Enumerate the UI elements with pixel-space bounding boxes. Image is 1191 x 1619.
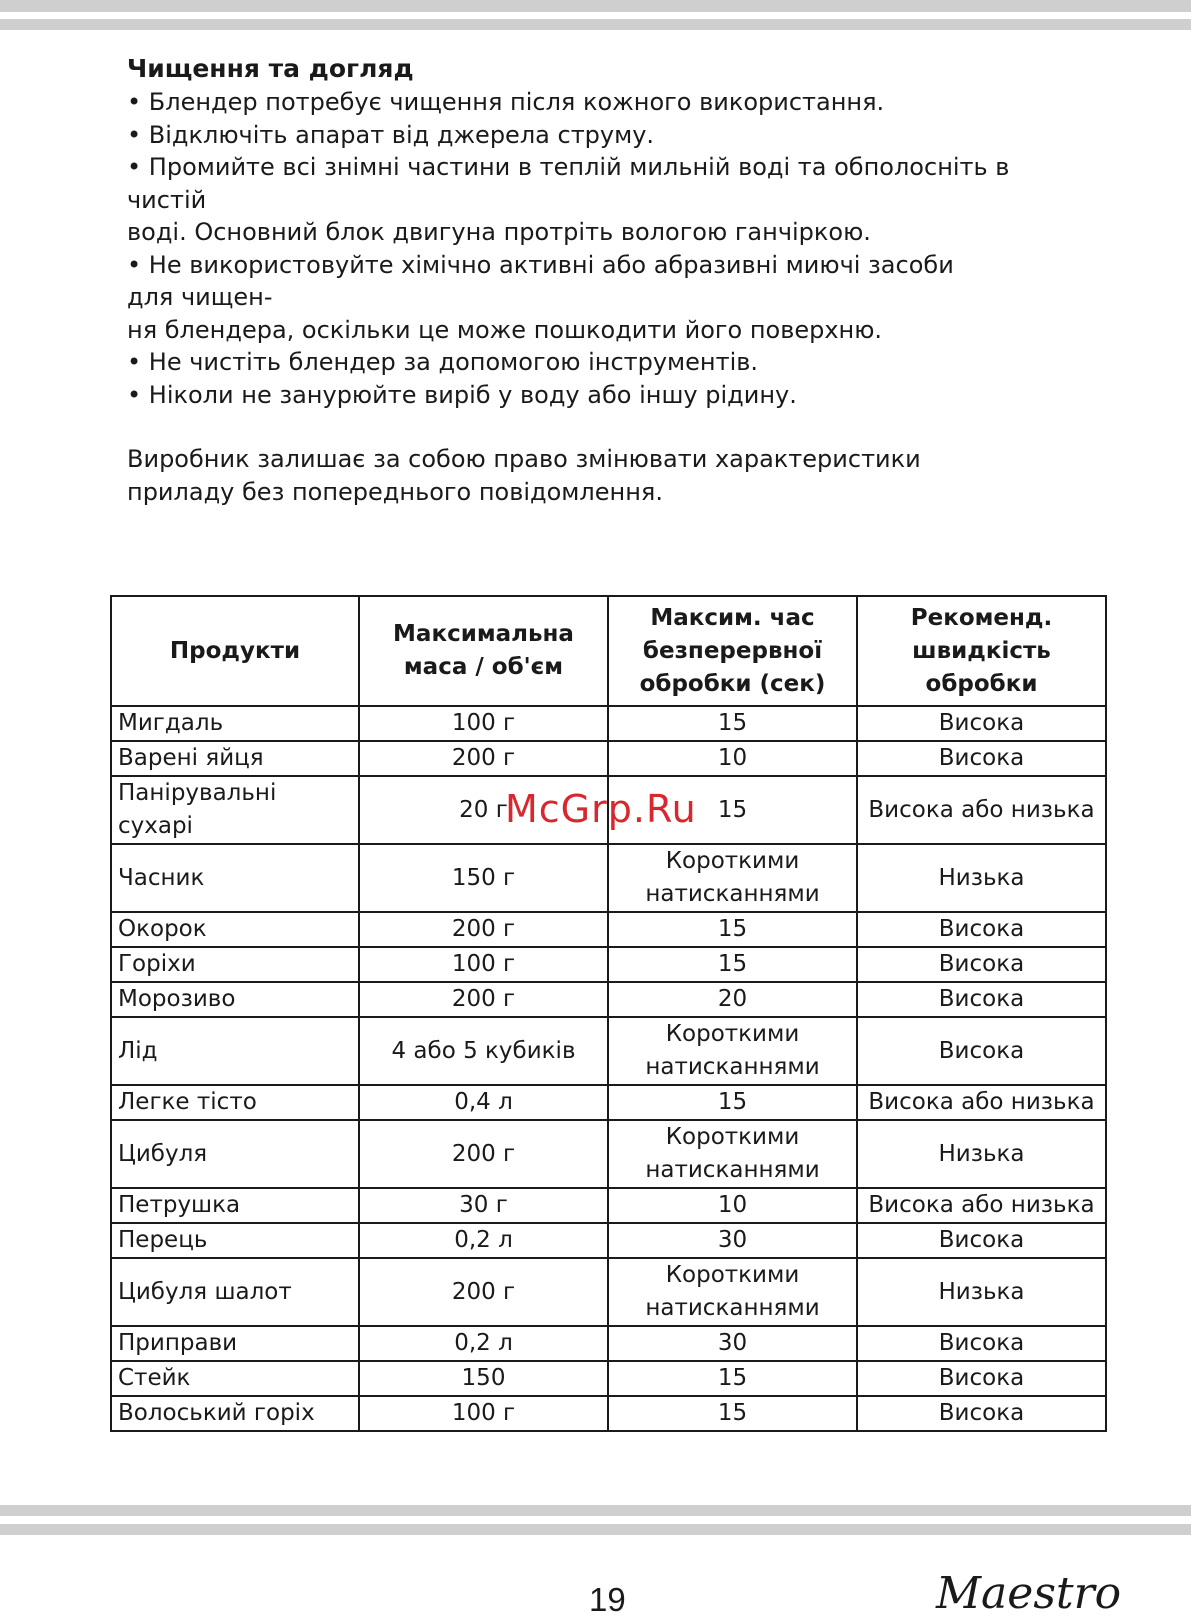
- cell-text: Легке тісто: [118, 1089, 257, 1115]
- table-row: [111, 1396, 1106, 1431]
- cell-speed: [857, 1223, 1106, 1258]
- cell-product: [111, 1396, 359, 1431]
- cell-speed: [857, 1085, 1106, 1120]
- cell-text: 150 г: [451, 864, 516, 891]
- top-rule-1: [0, 0, 1191, 12]
- cell-text: 30: [717, 1330, 748, 1356]
- cell-text: 0,2 л: [454, 1227, 513, 1253]
- cell-text: Висока: [938, 1330, 1025, 1356]
- cell-mass: [359, 1188, 608, 1223]
- cell-speed: [857, 844, 1106, 912]
- cell-text: Волоський горіх: [118, 1400, 315, 1426]
- table-row: [111, 1085, 1106, 1120]
- cell-text: 20: [717, 986, 748, 1012]
- cell-text: Низька: [938, 1278, 1025, 1305]
- cell-text: Лід: [118, 1037, 158, 1064]
- brand-logo: Maestro: [936, 1568, 1122, 1619]
- cell-text: Висока: [938, 1037, 1025, 1064]
- cell-time: [608, 844, 857, 912]
- table-row: [111, 912, 1106, 947]
- cell-text: Мигдаль: [118, 710, 224, 736]
- cell-text: 15: [717, 1089, 748, 1115]
- cell-time: [608, 947, 857, 982]
- table-row: [111, 1120, 1106, 1188]
- cell-speed: [857, 1017, 1106, 1085]
- cell-text: Короткими: [665, 848, 800, 874]
- cell-mass: [359, 947, 608, 982]
- cell-time: [608, 1223, 857, 1258]
- cell-time: [608, 1188, 857, 1223]
- cell-text: натисканнями: [645, 1157, 820, 1183]
- cell-product: [111, 706, 359, 741]
- watermark: McGrp.Ru: [505, 787, 697, 831]
- cell-time: [608, 741, 857, 776]
- section-heading: Чищення та догляд: [127, 54, 414, 83]
- instruction-line: • Промийте всі знімні частини в теплій мильній воді та обполосніть в: [127, 153, 1010, 181]
- header-text: безперервної: [642, 637, 823, 664]
- cell-product: [111, 1120, 359, 1188]
- cell-text: Петрушка: [118, 1192, 241, 1218]
- cell-speed: [857, 1188, 1106, 1223]
- cell-speed: [857, 1396, 1106, 1431]
- header-products: [111, 596, 359, 706]
- header-max-time: [608, 596, 857, 706]
- cell-speed: [857, 1120, 1106, 1188]
- cell-text: 10: [717, 745, 748, 771]
- cell-text: Низька: [938, 1140, 1025, 1167]
- table-row: [111, 1326, 1106, 1361]
- cell-text: 200 г: [451, 986, 516, 1012]
- cell-text: Часник: [118, 864, 205, 891]
- header-max-mass: [359, 596, 608, 706]
- cell-text: Висока або низька: [868, 796, 1095, 823]
- cell-speed: [857, 706, 1106, 741]
- cell-text: 100 г: [451, 1400, 516, 1426]
- cell-time: [608, 1258, 857, 1326]
- cell-mass: [359, 741, 608, 776]
- cell-text: Висока або низька: [868, 1192, 1095, 1218]
- cell-text: Панірувальні: [118, 780, 277, 806]
- cell-speed: [857, 947, 1106, 982]
- cell-text: сухарі: [118, 813, 193, 839]
- header-text: обробки (сек): [639, 670, 826, 697]
- bottom-rule-2: [0, 1524, 1191, 1535]
- cell-time: [608, 1120, 857, 1188]
- table-row: [111, 1258, 1106, 1326]
- cell-mass: [359, 844, 608, 912]
- cell-text: Короткими: [665, 1262, 800, 1288]
- table-row: [111, 982, 1106, 1017]
- table-row: [111, 1223, 1106, 1258]
- table-row: [111, 844, 1106, 912]
- cell-time: [608, 1326, 857, 1361]
- header-speed: [857, 596, 1106, 706]
- cell-text: 0,2 л: [454, 1330, 513, 1356]
- header-text: Продукти: [169, 637, 301, 664]
- cell-mass: [359, 1017, 608, 1085]
- cell-text: Висока: [938, 745, 1025, 771]
- cell-text: Цибуля шалот: [118, 1278, 292, 1305]
- cell-mass: [359, 982, 608, 1017]
- cell-text: Висока: [938, 1400, 1025, 1426]
- cell-speed: [857, 912, 1106, 947]
- header-text: швидкість: [912, 637, 1051, 664]
- cell-text: 200 г: [451, 916, 516, 942]
- cell-time: [608, 1017, 857, 1085]
- cell-text: Висока: [938, 986, 1025, 1012]
- cell-text: Короткими: [665, 1021, 800, 1047]
- instruction-line: воді. Основний блок двигуна протріть вологою ганчіркою.: [127, 218, 871, 246]
- instruction-line: • Блендер потребує чищення після кожного використання.: [127, 88, 885, 116]
- instruction-line: • Відключіть апарат від джерела струму.: [127, 120, 655, 149]
- cell-time: [608, 1085, 857, 1120]
- cell-text: Перець: [118, 1227, 208, 1253]
- cell-speed: [857, 741, 1106, 776]
- instruction-line: • Ніколи не занурюйте виріб у воду або іншу рідину.: [127, 380, 797, 409]
- instruction-line: для чищен-: [127, 283, 273, 311]
- cell-text: натисканнями: [645, 1054, 820, 1080]
- cell-mass: [359, 1326, 608, 1361]
- cell-mass: [359, 1258, 608, 1326]
- cell-text: 100 г: [451, 710, 516, 736]
- cell-text: 0,4 л: [454, 1089, 513, 1115]
- cell-product: [111, 947, 359, 982]
- processing-table: [110, 595, 1107, 1432]
- page-number: 19: [589, 1581, 626, 1618]
- notice-line: Виробник залишає за собою право змінювати характеристики: [127, 445, 921, 473]
- cell-text: 15: [717, 1400, 748, 1426]
- cell-mass: [359, 1120, 608, 1188]
- cell-product: [111, 741, 359, 776]
- header-text: Рекоменд.: [910, 604, 1053, 631]
- cell-text: Цибуля: [118, 1140, 208, 1167]
- table-header-row: [111, 596, 1106, 706]
- cell-text: 200 г: [451, 745, 516, 771]
- top-rule-2: [0, 19, 1191, 30]
- cell-text: Морозиво: [118, 986, 236, 1012]
- cell-text: Приправи: [118, 1330, 238, 1356]
- cell-text: Варені яйця: [118, 745, 264, 771]
- cell-text: 100 г: [451, 951, 516, 977]
- bottom-rule-1: [0, 1505, 1191, 1516]
- cell-product: [111, 912, 359, 947]
- cell-text: Горіхи: [118, 951, 196, 977]
- cell-mass: [359, 1396, 608, 1431]
- cell-text: Висока: [938, 1227, 1025, 1253]
- cell-time: [608, 1396, 857, 1431]
- cell-product: [111, 1188, 359, 1223]
- table-row: [111, 1361, 1106, 1396]
- cell-text: Короткими: [665, 1124, 800, 1150]
- cell-text: 15: [717, 710, 748, 736]
- cell-speed: [857, 1361, 1106, 1396]
- cell-text: натисканнями: [645, 1295, 820, 1321]
- header-text: Максимальна: [393, 621, 574, 647]
- instruction-line: • Не чистіть блендер за допомогою інструментів.: [127, 348, 759, 376]
- cell-mass: [359, 912, 608, 947]
- cell-text: 150: [461, 1365, 506, 1391]
- cell-time: [608, 912, 857, 947]
- cell-text: 15: [717, 796, 748, 823]
- cell-text: 4 або 5 кубиків: [391, 1037, 576, 1064]
- table-row: [111, 741, 1106, 776]
- cell-text: Стейк: [118, 1365, 191, 1391]
- cell-mass: [359, 1085, 608, 1120]
- cell-mass: [359, 1361, 608, 1396]
- instruction-line: • Не використовуйте хімічно активні або абразивні миючі засоби: [127, 250, 954, 279]
- header-text: маса / об'єм: [403, 654, 564, 680]
- cell-text: Висока: [938, 1365, 1025, 1391]
- cell-text: Висока: [938, 710, 1025, 736]
- cell-product: [111, 844, 359, 912]
- cell-product: [111, 1085, 359, 1120]
- cell-time: [608, 706, 857, 741]
- cell-text: 30: [717, 1227, 748, 1253]
- cell-text: 30 г: [459, 1192, 508, 1218]
- cell-product: [111, 982, 359, 1017]
- cell-text: Низька: [938, 864, 1025, 891]
- cell-text: Висока або низька: [868, 1089, 1095, 1115]
- cell-text: 200 г: [451, 1278, 516, 1305]
- table-row: [111, 706, 1106, 741]
- cell-text: Окорок: [118, 916, 207, 942]
- cell-mass: [359, 706, 608, 741]
- cell-product: [111, 1017, 359, 1085]
- table-row: [111, 1188, 1106, 1223]
- cell-text: Висока: [938, 916, 1025, 942]
- cell-text: 15: [717, 1365, 748, 1391]
- cell-text: 200 г: [451, 1140, 516, 1167]
- cell-speed: [857, 1258, 1106, 1326]
- cell-mass: [359, 1223, 608, 1258]
- cell-text: 15: [717, 951, 748, 977]
- cell-text: 10: [717, 1192, 748, 1218]
- header-text: обробки: [925, 670, 1038, 697]
- cell-product: [111, 776, 359, 844]
- cell-text: натисканнями: [645, 881, 820, 907]
- cell-product: [111, 1326, 359, 1361]
- header-text: Максим. час: [650, 604, 815, 631]
- cell-text: Висока: [938, 951, 1025, 977]
- cell-speed: [857, 776, 1106, 844]
- cell-text: 20 г: [459, 796, 508, 823]
- cleaning-section: [127, 52, 1087, 508]
- cell-product: [111, 1258, 359, 1326]
- cell-speed: [857, 1326, 1106, 1361]
- notice-line: приладу без попереднього повідомлення.: [127, 477, 663, 506]
- cell-product: [111, 1223, 359, 1258]
- cell-time: [608, 982, 857, 1017]
- cell-product: [111, 1361, 359, 1396]
- cell-text: 15: [717, 916, 748, 942]
- table-row: [111, 1017, 1106, 1085]
- cell-time: [608, 1361, 857, 1396]
- instruction-line: чистій: [127, 185, 207, 214]
- instruction-line: ня блендера, оскільки це може пошкодити його поверхню.: [127, 315, 883, 344]
- table-row: [111, 947, 1106, 982]
- cell-speed: [857, 982, 1106, 1017]
